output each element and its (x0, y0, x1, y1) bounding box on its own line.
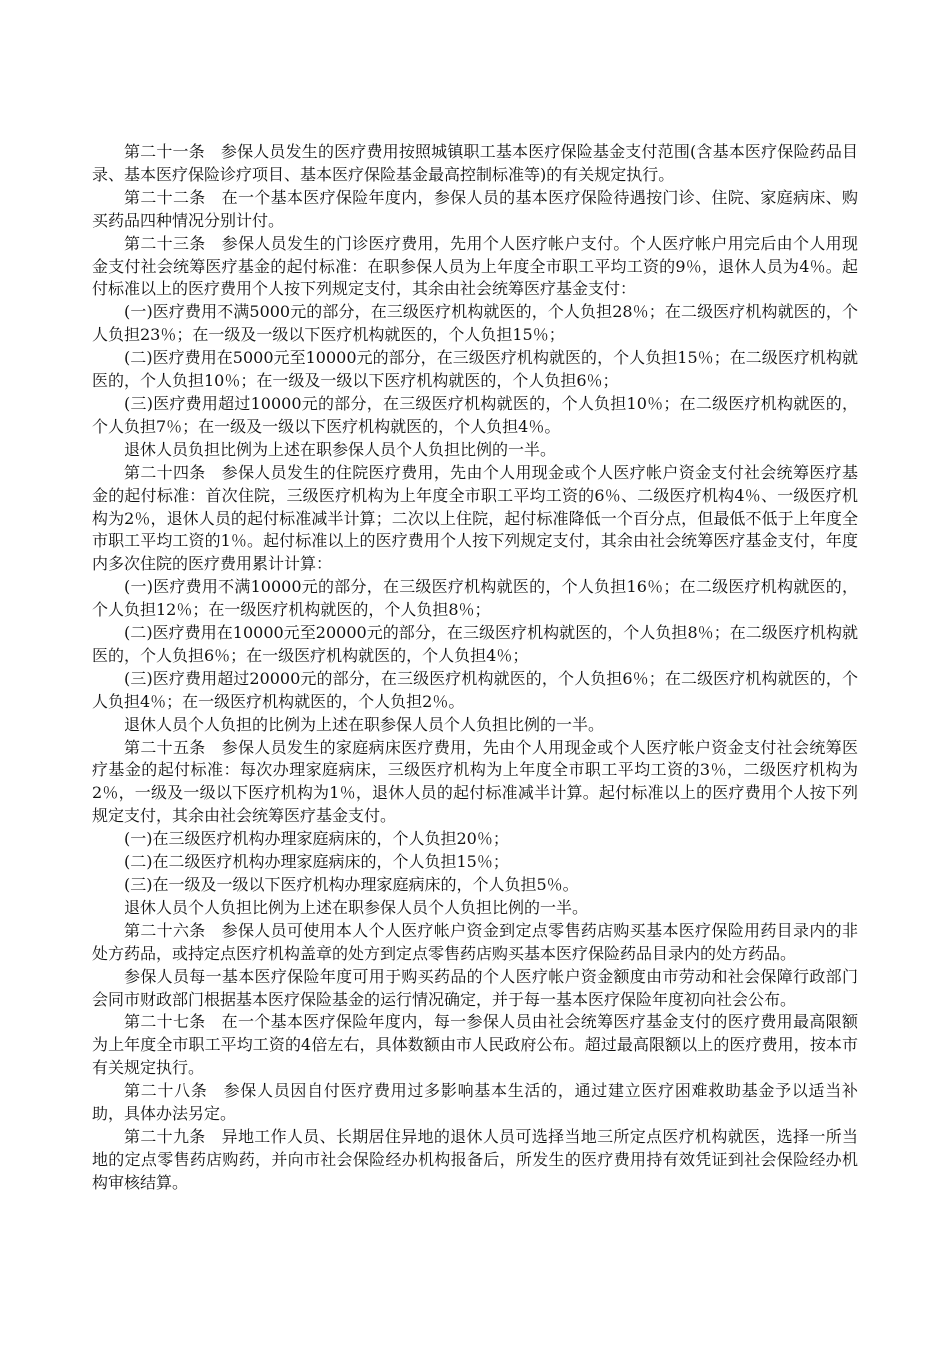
article-number: 第二十五条 (124, 737, 206, 757)
article-number: 第二十七条 (124, 1012, 206, 1032)
paragraph-text: 参保人员每一基本医疗保险年度可用于购买药品的个人医疗帐户资金额度由市劳动和社会保障行政部门会同市财政部门根据基本医疗保险基金的运行情况确定，并于每一基本医疗保险年度初向社会公布。 (92, 966, 858, 1009)
paragraph-text: 在一个基本医疗保险年度内，参保人员的基本医疗保险待遇按门诊、住院、家庭病床、购买药品四种情况分别计付。 (92, 187, 858, 230)
article-number: 第二十九条 (124, 1126, 206, 1146)
paragraph-art28 (92, 1080, 858, 1126)
paragraph-text: 在一个基本医疗保险年度内，每一参保人员由社会统筹医疗基金支付的医疗费用最高限额为上年度全市职工平均工资的4倍左右，具体数额由市人民政府公布。超过最高限额以上的医疗费用，按本市有关规定执行。 (92, 1012, 858, 1078)
paragraph-art27 (92, 1011, 858, 1080)
paragraph-art25-retiree (92, 897, 858, 920)
article-number: 第二十二条 (124, 187, 206, 207)
paragraph-art21 (92, 141, 858, 187)
paragraph-art26-quota (92, 966, 858, 1012)
paragraph-art25 (92, 737, 858, 829)
paragraph-text: (二)医疗费用在10000元至20000元的部分，在三级医疗机构就医的，个人负担8％；在二级医疗机构就医的，个人负担6％；在一级医疗机构就医的，个人负担4％； (92, 623, 858, 665)
paragraph-text: (一)医疗费用不满5000元的部分，在三级医疗机构就医的，个人负担28％；在二级医疗机构就医的，个人负担23％；在一级及一级以下医疗机构就医的，个人负担15％； (92, 302, 858, 345)
paragraph-text: (一)医疗费用不满10000元的部分，在三级医疗机构就医的，个人负担16％；在二级医疗机构就医的，个人负担12％；在一级医疗机构就医的，个人负担8％； (92, 577, 858, 620)
article-number: 第二十八条 (124, 1081, 208, 1101)
paragraph-text: (三)医疗费用超过20000元的部分，在三级医疗机构就医的，个人负担6％；在二级医疗机构就医的，个人负担4％；在一级医疗机构就医的，个人负担2％。 (92, 668, 858, 711)
paragraph-text: (二)在二级医疗机构办理家庭病床的，个人负担15％； (124, 852, 509, 872)
paragraph-art24 (92, 462, 858, 577)
paragraph-art23 (92, 233, 858, 302)
paragraph-art23-item1 (92, 301, 858, 347)
paragraph-text: 参保人员发生的门诊医疗费用，先用个人医疗帐户支付。个人医疗帐户用完后由个人用现金支付社会统筹医疗基金的起付标准：在职参保人员为上年度全市职工平均工资的9％，退休人员为4％。起付标准以上的医疗费用个人按下列规定支付，其余由社会统筹医疗基金支付： (92, 233, 858, 299)
paragraph-art23-item3 (92, 393, 858, 439)
article-number: 第二十六条 (124, 920, 206, 940)
article-number: 第二十一条 (124, 142, 205, 161)
paragraph-art24-retiree (92, 714, 858, 737)
article-number: 第二十三条 (124, 233, 206, 253)
paragraph-art22 (92, 187, 858, 233)
paragraph-text: 参保人员发生的家庭病床医疗费用，先由个人用现金或个人医疗帐户资金支付社会统筹医疗基金的起付标准：每次办理家庭病床，三级医疗机构为上年度全市职工平均工资的3％，二级医疗机构为2％，一级及一级以下医疗机构为1％，退休人员的起付标准减半计算。起付标准以上的医疗费用个人按下列规定支付，其余由社会统筹医疗基金支付。 (92, 737, 858, 826)
paragraph-art24-item1 (92, 576, 858, 622)
paragraph-art26 (92, 920, 858, 966)
paragraph-text: 参保人员发生的住院医疗费用，先由个人用现金或个人医疗帐户资金支付社会统筹医疗基金的起付标准：首次住院，三级医疗机构为上年度全市职工平均工资的6％、二级医疗机构4％、一级医疗机构为2％，退休人员的起付标准减半计算；二次以上住院，起付标准降低一个百分点，但最低不低于上年度全市职工平均工资的1％。起付标准以上的医疗费用个人按下列规定支付，其余由社会统筹医疗基金支付，年度内多次住院的医疗费用累计计算： (92, 462, 858, 574)
paragraph-art29 (92, 1126, 858, 1195)
paragraph-text: (三)医疗费用超过10000元的部分，在三级医疗机构就医的，个人负担10％；在二级医疗机构就医的，个人负担7％；在一级及一级以下医疗机构就医的，个人负担4％。 (92, 393, 858, 436)
paragraph-art25-item1 (92, 828, 858, 851)
paragraph-art25-item2 (92, 851, 858, 874)
paragraph-art24-item2 (92, 622, 858, 668)
paragraph-art24-item3 (92, 668, 858, 714)
paragraph-art23-retiree (92, 439, 858, 462)
paragraph-text: (一)在三级医疗机构办理家庭病床的，个人负担20％； (124, 829, 509, 849)
paragraph-text: (三)在一级及一级以下医疗机构办理家庭病床的，个人负担5％。 (124, 875, 579, 894)
paragraph-text: 退休人员个人负担的比例为上述在职参保人员个人负担比例的一半。 (124, 714, 605, 734)
document-body (92, 141, 858, 1195)
paragraph-text: 退休人员负担比例为上述在职参保人员个人负担比例的一半。 (124, 439, 557, 459)
paragraph-art25-item3 (92, 874, 858, 897)
paragraph-text: 参保人员可使用本人个人医疗帐户资金到定点零售药店购买基本医疗保险用药目录内的非处方药品，或持定点医疗机构盖章的处方到定点零售药店购买基本医疗保险药品目录内的处方药品。 (92, 920, 858, 963)
paragraph-text: (二)医疗费用在5000元至10000元的部分，在三级医疗机构就医的，个人负担15％；在二级医疗机构就医的，个人负担10％；在一级及一级以下医疗机构就医的，个人负担6％； (92, 348, 858, 391)
paragraph-art23-item2 (92, 347, 858, 393)
article-number: 第二十四条 (124, 462, 206, 482)
paragraph-text: 参保人员因自付医疗费用过多影响基本生活的，通过建立医疗困难救助基金予以适当补助，具体办法另定。 (92, 1081, 858, 1124)
paragraph-text: 参保人员发生的医疗费用按照城镇职工基本医疗保险基金支付范围(含基本医疗保险药品目录、基本医疗保险诊疗项目、基本医疗保险基金最高控制标准等)的有关规定执行。 (92, 142, 858, 184)
paragraph-text: 退休人员个人负担比例为上述在职参保人员个人负担比例的一半。 (124, 897, 589, 917)
paragraph-text: 异地工作人员、长期居住异地的退休人员可选择当地三所定点医疗机构就医，选择一所当地的定点零售药店购药，并向市社会保险经办机构报备后，所发生的医疗费用持有效凭证到社会保险经办机构审核结算。 (92, 1126, 858, 1192)
